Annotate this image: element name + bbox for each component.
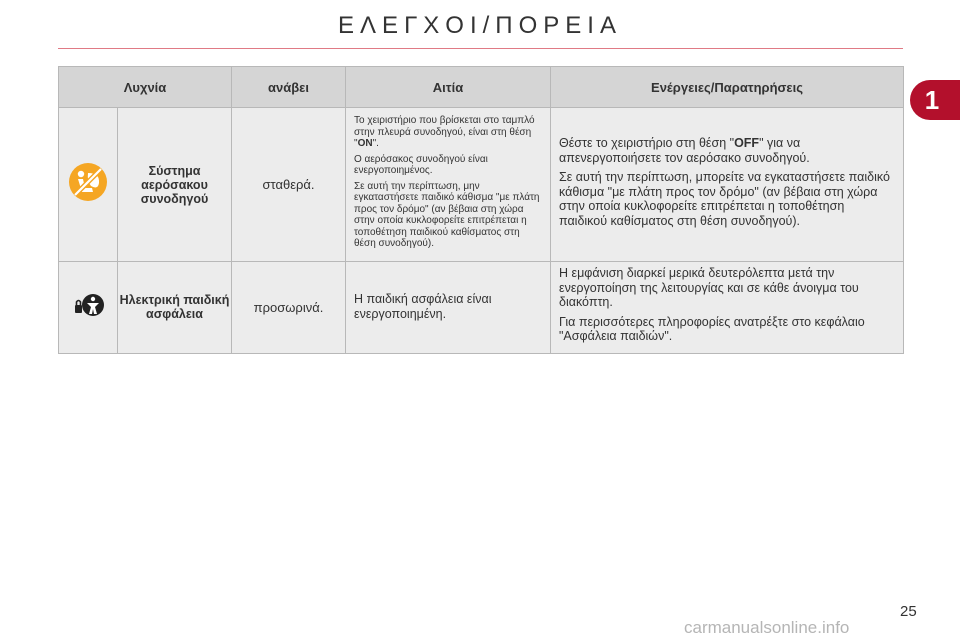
- cause-text: Το χειριστήριο που βρίσκεται στο ταμπλό στην πλευρά συνοδηγού, είναι στη θέση "ON".: [354, 115, 535, 150]
- page-title: ΕΛΕΓΧΟΙ/ΠΟΡΕΙΑ: [338, 12, 622, 39]
- lit-status: προσωρινά.: [232, 262, 346, 354]
- table-row: [59, 108, 904, 262]
- action-text: Για περισσότερες πληροφορίες ανατρέξτε στο κεφάλαιο "Ασφάλεια παιδιών".: [559, 314, 865, 343]
- cause-text: Ο αερόσακος συνοδηγού είναι ενεργοποιημένος.: [354, 153, 488, 177]
- page-number: 25: [900, 603, 917, 620]
- icon-cell: [59, 262, 118, 354]
- system-name: Σύστημα αερόσακου συνοδηγού: [118, 108, 232, 262]
- column-header-action: Ενέργειες/Παρατηρήσεις: [551, 67, 904, 108]
- icon-cell: [59, 108, 118, 262]
- lit-status: σταθερά.: [232, 108, 346, 262]
- table-header-row: [59, 67, 904, 108]
- table-row: [59, 262, 904, 354]
- cause-cell: [346, 108, 551, 262]
- airbag-off-icon: [67, 190, 109, 207]
- column-header-lit: ανάβει: [232, 67, 346, 108]
- child-lock-icon: [72, 308, 104, 325]
- column-header-lamp: Λυχνία: [59, 67, 232, 108]
- system-name: Ηλεκτρική παιδική ασφάλεια: [118, 262, 232, 354]
- action-text: Θέστε το χειριστήριο στη θέση "OFF" για να απενεργοποιήσετε τον αερόσακο συνοδηγού.: [559, 136, 810, 165]
- warning-lights-table: [58, 66, 904, 354]
- cause-text: Η παιδική ασφάλεια είναι ενεργοποιημένη.: [354, 292, 492, 322]
- action-cell: [551, 108, 904, 262]
- cause-text: Σε αυτή την περίπτωση, μην εγκαταστήσετε παιδικό κάθισμα "με πλάτη προς τον δρόμο" (αν βέβαια στη χώρα στην οποία κυκλοφορείτε επιτρέπεται η τοποθέτηση παιδικού καθίσματος στη θέση συνοδηγού).: [354, 180, 540, 250]
- action-text: Σε αυτή την περίπτωση, μπορείτε να εγκαταστήσετε παιδικό κάθισμα "με πλάτη προς τον δρόμο" (αν βέβαια στη χώρα στην οποία κυκλοφορείτε επιτρέπεται η τοποθέτηση παιδικού καθίσματος στη θέση συνοδηγού).: [559, 170, 890, 228]
- column-header-cause: Αιτία: [346, 67, 551, 108]
- action-cell: [551, 262, 904, 354]
- chapter-tab: 1: [910, 80, 960, 120]
- title-divider: [58, 48, 903, 49]
- watermark: carmanualsonline.info: [684, 618, 850, 637]
- action-text: Η εμφάνιση διαρκεί μερικά δευτερόλεπτα μετά την ενεργοποίηση της λειτουργίας και σε κάθε άνοιγμα του διακόπτη.: [559, 266, 859, 309]
- cause-cell: [346, 262, 551, 354]
